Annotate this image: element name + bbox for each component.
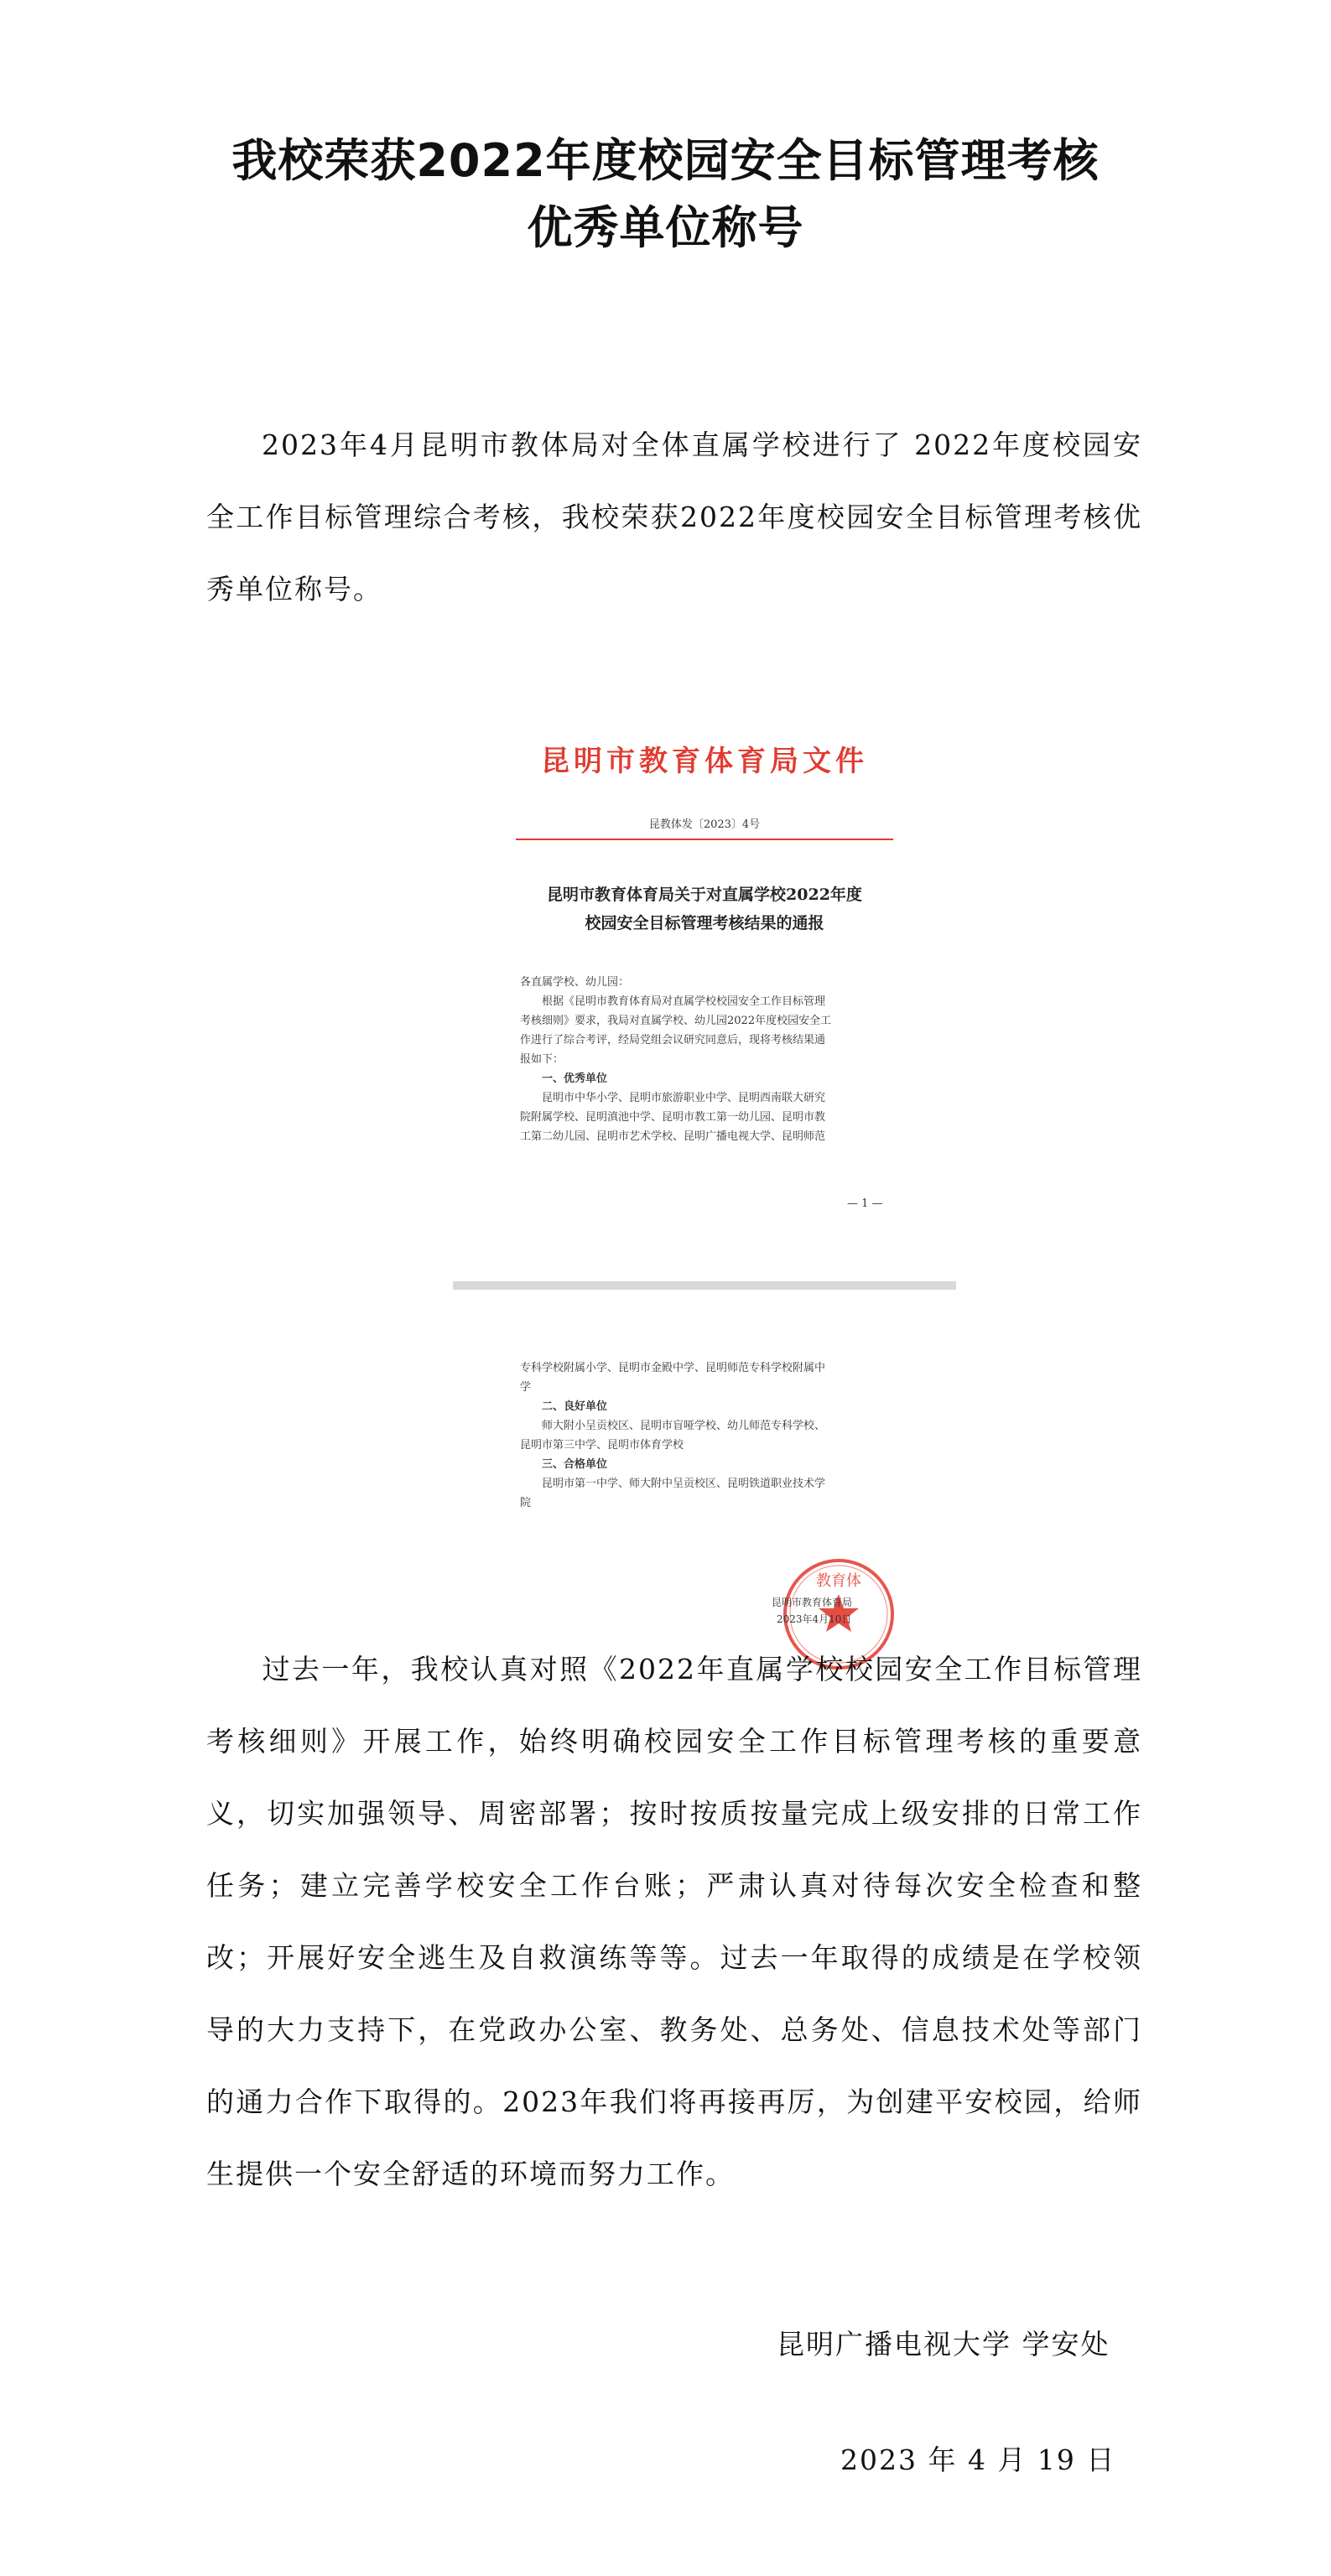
document-title-line-1: 昆明市教育体育局关于对直属学校2022年度	[547, 886, 862, 904]
document-header: 昆明市教育体育局文件	[541, 745, 868, 778]
page-title: 我校荣获2022年度校园安全目标管理考核	[231, 134, 1100, 187]
document-text-line: 作进行了综合考评，经局党组会议研究同意后，现将考核结果通	[520, 1034, 826, 1046]
document-red-rule	[516, 839, 893, 840]
document-number: 昆教体发〔2023〕4号	[648, 818, 761, 831]
document-page-separator	[453, 1281, 956, 1290]
document-image-page-2	[453, 1358, 956, 1635]
signature-date: 2023 年 4 月 19 日	[840, 2444, 1116, 2476]
body-paragraph	[206, 1633, 1142, 2210]
body-text: 过去一年，我校认真对照《2022年直属学校校园安全工作目标管理考核细则》开展工作，始终明确校园安全工作目标管理考核的重要意义，切实加强领导、周密部署；按时按质按量完成上级安排的日常工作任务；建立完善学校安全工作台账；严肃认真对待每次安全检查和整改；开展好安全逃生及自救演练等等。过去一年取得的成绩是在学校领导的大力支持下，在党政办公室、教务处、总务处、信息技术处等部门的通力合作下取得的。2023年我们将再接再厉，为创建平安校园，给师生提供一个安全舒适的环境而努力工作。	[206, 1653, 1142, 2190]
signature: 昆明广播电视大学 学安处	[777, 2328, 1110, 2360]
document-salutation: 各直属学校、幼儿园：	[520, 976, 630, 989]
document-section-heading: 二、良好单位	[542, 1400, 608, 1413]
document-text-line: 根据《昆明市教育体育局对直属学校校园安全工作目标管理	[542, 995, 826, 1008]
document-text-line: 昆明市第一中学、师大附中呈贡校区、昆明铁道职业技术学	[542, 1478, 826, 1490]
document-text-line: 考核细则》要求，我局对直属学校、幼儿园2022年度校园安全工	[520, 1015, 832, 1027]
document-text-line: 昆明市中华小学、昆明市旅游职业中学、昆明西南联大研究	[542, 1092, 826, 1104]
intro-paragraph	[206, 409, 1142, 626]
document-issuer: 昆明市教育体育局	[772, 1597, 853, 1608]
document-text-line: 报如下：	[520, 1053, 564, 1066]
document-page-number: — 1 —	[847, 1197, 883, 1210]
document-body	[520, 973, 906, 1146]
intro-text: 2023年4月昆明市教体局对全体直属学校进行了 2022年度校园安全工作目标管理综合考核，我校荣获2022年度校园安全目标管理考核优秀单位称号。	[206, 428, 1142, 605]
document-text-line: 师大附小呈贡校区、昆明市盲哑学校、幼儿师范专科学校、	[542, 1420, 826, 1432]
document-text-line: 院	[520, 1497, 532, 1509]
document-body-continued	[520, 1358, 906, 1513]
page-subtitle: 优秀单位称号	[527, 201, 804, 254]
document-title-line-2: 校园安全目标管理考核结果的通报	[585, 914, 824, 932]
document-text-line: 院附属学校、昆明滇池中学、昆明市教工第一幼儿园、昆明市教	[520, 1111, 826, 1124]
document-issue-date: 2023年4月10日	[777, 1613, 852, 1625]
document-text-line: 学	[520, 1381, 532, 1394]
document-text-line: 专科学校附属小学、昆明市金殿中学、昆明师范专科学校附属中	[520, 1362, 826, 1374]
document-text-line: 昆明市第三中学、昆明市体育学校	[520, 1439, 684, 1452]
document-section-heading: 三、合格单位	[542, 1458, 608, 1471]
document-image-page-1	[453, 721, 956, 1275]
svg-text:教育体: 教育体	[816, 1572, 861, 1590]
document-title	[453, 880, 956, 937]
document-text-line: 工第二幼儿园、昆明市艺术学校、昆明广播电视大学、昆明师范	[520, 1130, 826, 1143]
document-section-heading: 一、优秀单位	[542, 1072, 608, 1085]
